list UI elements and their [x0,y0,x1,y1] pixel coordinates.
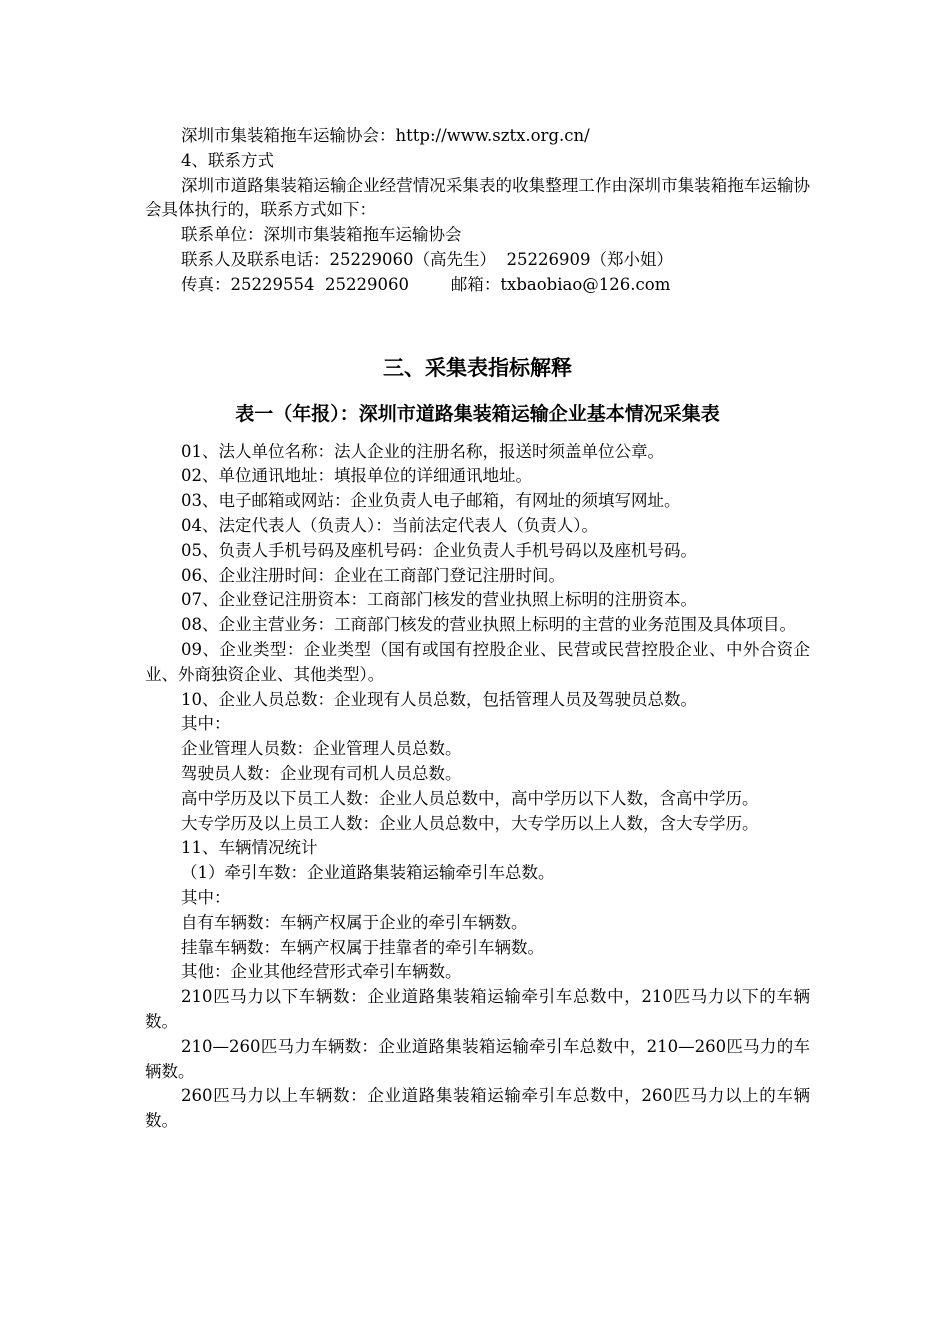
list-item: 210匹马力以下车辆数：企业道路集装箱运输牵引车总数中，210匹马力以下的车辆数。 [145,987,810,1031]
contact-fax-email: 传真：25229554 25229060 邮箱：txbaobiao@126.com [181,274,671,294]
section-title: 三、采集表指标解释 [383,355,572,380]
list-item: 07、企业登记注册资本：工商部门核发的营业执照上标明的注册资本。 [181,590,697,610]
list-item: 09、企业类型：企业类型（国有或国有控股企业、民营或民营控股企业、中外合资企业、外商独资企业、其他类型）。 [145,639,810,684]
contact-phone: 联系人及联系电话：25229060（高先生） 25226909（郑小姐） [181,249,673,269]
list-item: （1）牵引车数：企业道路集装箱运输牵引车总数。 [181,863,555,883]
list-item: 01、法人单位名称：法人企业的注册名称，报送时须盖单位公章。 [181,441,664,461]
list-item: 05、负责人手机号码及座机号码：企业负责人手机号码以及座机号码。 [181,540,697,560]
list-item: 企业管理人员数：企业管理人员总数。 [181,739,462,759]
list-item: 06、企业注册时间：企业在工商部门登记注册时间。 [181,565,565,585]
list-item: 10、企业人员总数：企业现有人员总数，包括管理人员及驾驶员总数。 [181,689,697,709]
list-item: 驾驶员人数：企业现有司机人员总数。 [181,763,462,783]
list-item: 02、单位通讯地址：填报单位的详细通讯地址。 [181,466,532,486]
contact-unit: 联系单位：深圳市集装箱拖车运输协会 [181,225,462,245]
list-item: 自有车辆数：车辆产权属于企业的牵引车辆数。 [181,912,528,932]
document-page [145,124,810,1134]
list-item: 其他：企业其他经营形式牵引车辆数。 [181,962,462,982]
table-title: 表一（年报）：深圳市道路集装箱运输企业基本情况采集表 [235,402,720,425]
contact-heading: 4、联系方式 [181,150,274,170]
list-item: 其中： [181,887,231,907]
contact-intro: 深圳市道路集装箱运输企业经营情况采集表的收集整理工作由深圳市集装箱拖车运输协会具体执行的，联系方式如下： [145,175,810,220]
list-item: 08、企业主营业务：工商部门核发的营业执照上标明的主营的业务范围及具体项目。 [181,615,796,635]
list-item: 高中学历及以下员工人数：企业人员总数中，高中学历以下人数，含高中学历。 [181,788,759,808]
indicator-list [145,440,810,1134]
list-item: 11、车辆情况统计 [181,838,318,858]
list-item: 210—260匹马力车辆数：企业道路集装箱运输牵引车总数中，210—260匹马力的车辆数。 [145,1036,810,1081]
list-item: 03、电子邮箱或网站：企业负责人电子邮箱，有网址的须填写网址。 [181,491,681,511]
list-item: 大专学历及以上员工人数：企业人员总数中，大专学历以上人数，含大专学历。 [181,813,759,833]
list-item: 260匹马力以上车辆数：企业道路集装箱运输牵引车总数中，260匹马力以上的车辆数。 [145,1086,810,1131]
list-item: 挂靠车辆数：车辆产权属于挂靠者的牵引车辆数。 [181,937,544,957]
list-item: 其中： [181,714,231,734]
association-website-line: 深圳市集装箱拖车运输协会：http://www.sztx.org.cn/ [181,126,590,145]
list-item: 04、法定代表人（负责人）：当前法定代表人（负责人）。 [181,515,598,535]
